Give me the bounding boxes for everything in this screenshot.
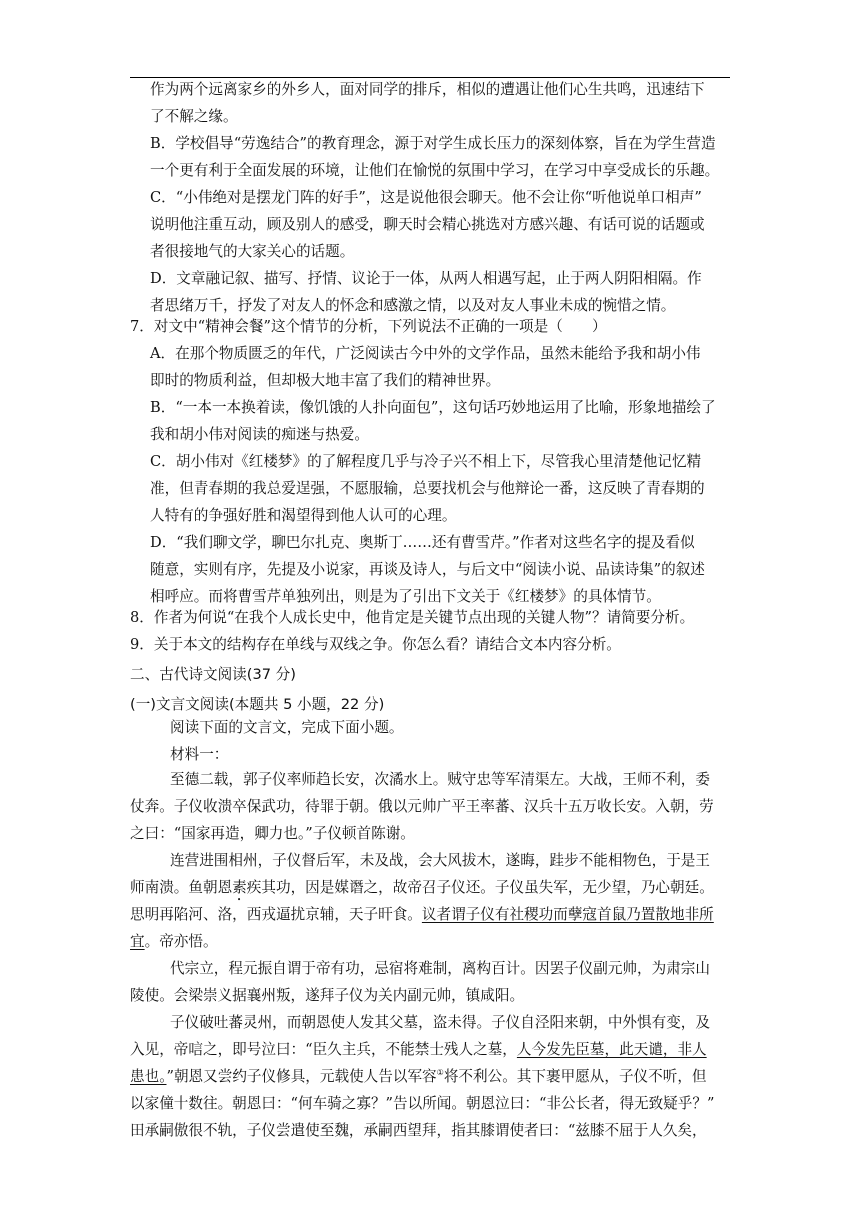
passage-line: 连营进围相州，子仪督后军，未及战，会大风拔木，遂晦，跬步不能相物色，于是王 <box>170 852 710 869</box>
underlined-sentence: 人今发先臣墓，此天谴，非人 <box>516 1041 707 1058</box>
q7-option-b-line: 我和胡小伟对阅读的痴迷与热爱。 <box>150 426 369 443</box>
subsection-heading: (一)文言文阅读(本题共 5 小题，22 分) <box>130 696 385 713</box>
passage-text: 。帝亦悟。 <box>144 933 218 950</box>
header-rule <box>130 77 730 78</box>
passage-text: 疾其功，因是媒谮之，故帝召子仪还。子仪虽失军，无少望，乃心朝廷。 <box>246 879 714 896</box>
q7-stem: 7．对文中“精神会餐”这个情节的分析，下列说法不正确的一项是（ ） <box>130 318 607 335</box>
q7-option-c-line: C．胡小伟对《红楼梦》的了解程度几乎与冷子兴不相上下，尽管我心里清楚他记忆精 <box>150 453 702 470</box>
passage-line: 陵使。会梁崇义据襄州叛，遂拜子仪为关内副元帅，镇咸阳。 <box>130 987 525 1004</box>
q7-option-c-line: 准，但青春期的我总爱逞强，不愿服输，总要找机会与他辩论一番，这反映了青春期的 <box>150 480 705 497</box>
passage-line: 以家僮十数往。朝恩曰：“何车骑之寡？”告以所闻。朝恩泣曰：“非公长者，得无致疑乎？” <box>130 1095 715 1112</box>
underlined-sentence: 患也。 <box>130 1068 167 1085</box>
q7-option-a-line: A．在那个物质匮乏的年代，广泛阅读古今中外的文学作品，虽然未能给予我和胡小伟 <box>150 345 701 362</box>
q7-option-c-line: 人特有的争强好胜和渴望得到他人认可的心理。 <box>150 507 457 524</box>
reading-instruction: 阅读下面的文言文，完成下面小题。 <box>170 719 404 736</box>
passage-line <box>130 933 218 951</box>
passage-text: 师南溃。鱼朝恩 <box>130 879 233 896</box>
question-9: 9．关于本文的结构存在单线与双线之争。你怎么看？请结合文本内容分析。 <box>130 636 621 653</box>
passage-line: 至德二载，郭子仪率师趋长安，次潏水上。贼守忠等军清渠左。大战，王师不利，委 <box>170 771 710 788</box>
underlined-sentence: 宜 <box>130 933 145 950</box>
footnote-marker: ① <box>436 1068 444 1078</box>
passage-line: 之曰：“国家再造，卿力也。”子仪顿首陈谢。 <box>130 825 415 842</box>
passage-line <box>130 1068 707 1086</box>
passage-text: 入见，帝唁之，即号泣曰：“臣久主兵，不能禁士残人之墓， <box>130 1041 517 1058</box>
emphasized-character: 素 <box>232 879 247 896</box>
section-heading: 二、古代诗文阅读(37 分) <box>130 666 296 683</box>
q6-option-a-line: 作为两个远离家乡的外乡人，面对同学的排斥，相似的遭遇让他们心生共鸣，迅速结下 <box>150 81 705 98</box>
q6-option-b-line: 一个更有利于全面发展的环境，让他们在愉悦的氛围中学习，在学习中享受成长的乐趣。 <box>150 162 720 179</box>
passage-line: 田承嗣傲很不轨，子仪尝遣使至魏，承嗣西望拜，指其膝谓使者曰：“兹膝不屈于人久矣， <box>130 1122 707 1139</box>
passage-text: 将不利公。其下裹甲愿从，子仪不听，但 <box>443 1068 707 1085</box>
q7-option-d-line: 随意，实则有序，先提及小说家，再谈及诗人，与后文中“阅读小说、品读诗集”的叙述 <box>150 561 705 578</box>
passage-line: 代宗立，程元振自谓于帝有功，忌宿将难制，离构百计。因罢子仪副元帅，为肃宗山 <box>170 960 710 977</box>
material-label: 材料一： <box>170 746 229 763</box>
passage-line <box>130 1041 707 1059</box>
passage-text: 思明再陷河、洛，西戎逼扰京辅，天子旰食。 <box>130 906 422 923</box>
passage-line: 子仪破吐蕃灵州，而朝恩使人发其父墓，盗未得。子仪自泾阳来朝，中外惧有变，及 <box>170 1014 710 1031</box>
q7-option-b-line: B．“一本一本换着读，像饥饿的人扑向面包”，这句话巧妙地运用了比喻，形象地描绘了 <box>150 399 716 416</box>
q6-option-b-line: B．学校倡导“劳逸结合”的教育理念，源于对学生成长压力的深刻体察，旨在为学生营造 <box>150 135 716 152</box>
passage-line: 仗奔。子仪收溃卒保武功，待罪于朝。俄以元帅广平王率蕃、汉兵十五万收长安。入朝，劳 <box>130 798 714 815</box>
q6-option-c-line: 者很接地气的大家关心的话题。 <box>150 243 355 260</box>
q7-option-a-line: 即时的物质利益，但却极大地丰富了我们的精神世界。 <box>150 372 501 389</box>
q7-option-d-line: D．“我们聊文学，聊巴尔扎克、奥斯丁……还有曹雪芹。”作者对这些名字的提及看似 <box>150 534 695 551</box>
q6-option-d-line: D．文章融记叙、描写、抒情、议论于一体，从两人相遇写起，止于两人阴阳相隔。作 <box>150 270 702 287</box>
q6-option-d-line: 者思绪万千，抒发了对友人的怀念和感激之情，以及对友人事业未成的惋惜之情。 <box>150 297 676 314</box>
passage-line <box>130 879 714 904</box>
question-8: 8．作者为何说“在我个人成长史中，他肯定是关键节点出现的关键人物”？请简要分析。 <box>130 609 695 626</box>
q6-option-a-line: 了不解之缘。 <box>150 108 238 125</box>
underlined-sentence: 议者谓子仪有社稷功而孽寇首鼠乃置散地非所 <box>421 906 714 923</box>
q7-option-d-line: 相呼应。而将曹雪芹单独列出，则是为了引出下文关于《红楼梦》的具体情节。 <box>150 588 661 605</box>
q6-option-c-line: 说明他注重互动，顾及别人的感受，聊天时会精心挑选对方感兴趣、有话可说的话题或 <box>150 216 705 233</box>
passage-text: ”朝恩又尝约子仪修具，元载使人告以军容 <box>166 1068 437 1085</box>
q6-option-c-line: C．“小伟绝对是摆龙门阵的好手”，这是说他很会聊天。他不会让你“听他说单口相声” <box>150 189 702 206</box>
passage-line <box>130 906 714 924</box>
